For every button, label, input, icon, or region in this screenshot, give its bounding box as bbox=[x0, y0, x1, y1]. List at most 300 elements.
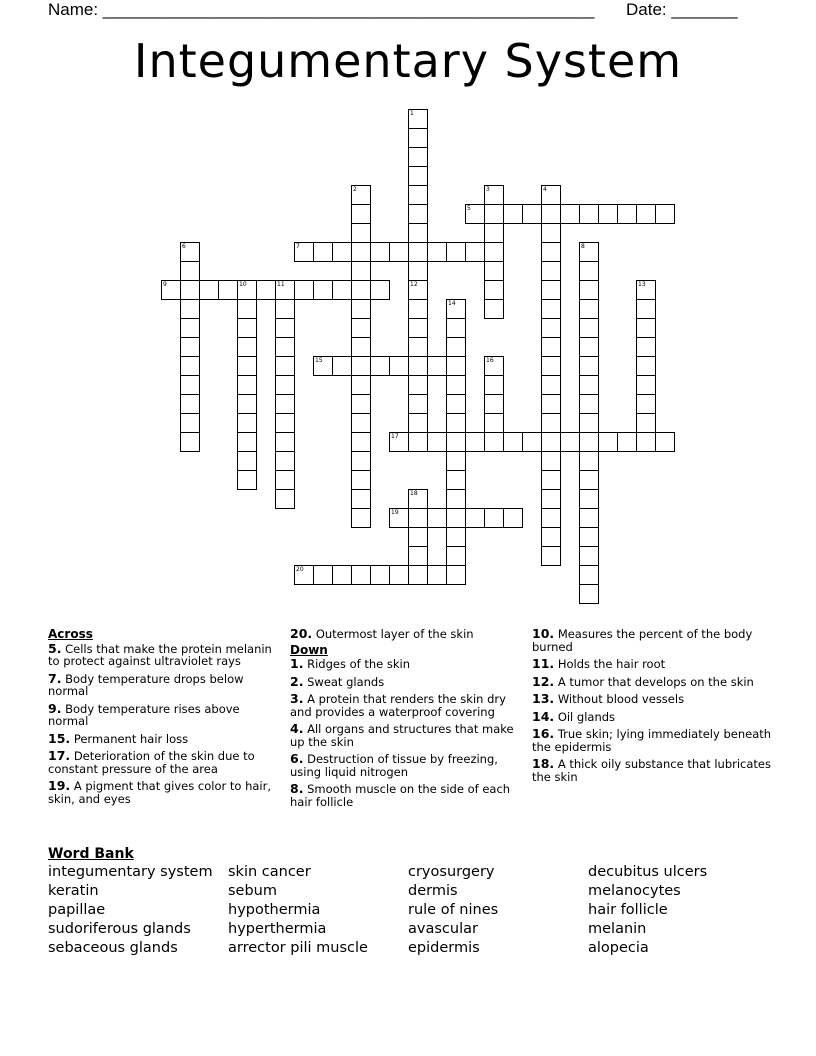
clue-dot: . bbox=[549, 656, 555, 671]
word-bank-item: arrector pili muscle bbox=[228, 940, 368, 956]
grid-cell[interactable] bbox=[408, 185, 428, 205]
grid-cell[interactable] bbox=[541, 451, 561, 471]
clue-dot: . bbox=[549, 726, 555, 741]
grid-cell[interactable] bbox=[275, 356, 295, 376]
grid-cell[interactable] bbox=[446, 242, 466, 262]
word-bank-item: hair follicle bbox=[588, 902, 668, 918]
grid-cell[interactable] bbox=[579, 546, 599, 566]
grid-cell[interactable] bbox=[465, 204, 485, 224]
grid-cell[interactable] bbox=[427, 242, 447, 262]
grid-cell[interactable] bbox=[503, 204, 523, 224]
grid-cell[interactable] bbox=[275, 394, 295, 414]
grid-cell[interactable] bbox=[579, 394, 599, 414]
grid-cell[interactable] bbox=[465, 242, 485, 262]
grid-cell[interactable] bbox=[180, 394, 200, 414]
grid-cell[interactable] bbox=[541, 489, 561, 509]
grid-cell[interactable] bbox=[579, 489, 599, 509]
word-bank-item: cryosurgery bbox=[408, 864, 495, 880]
clue-dot: . bbox=[56, 700, 62, 716]
grid-cell[interactable] bbox=[636, 318, 656, 338]
grid-cell[interactable] bbox=[408, 166, 428, 186]
clue-dot: . bbox=[307, 626, 313, 641]
grid-cell[interactable] bbox=[408, 109, 428, 129]
grid-cell[interactable] bbox=[598, 204, 618, 224]
grid-cell[interactable] bbox=[484, 356, 504, 376]
grid-cell[interactable] bbox=[275, 280, 295, 300]
grid-cell[interactable] bbox=[484, 280, 504, 300]
grid-cell[interactable] bbox=[579, 527, 599, 547]
grid-cell[interactable] bbox=[351, 413, 371, 433]
down-clue-list bbox=[290, 658, 528, 808]
grid-cell[interactable] bbox=[541, 185, 561, 205]
word-bank-item: alopecia bbox=[588, 940, 649, 956]
grid-cell[interactable] bbox=[370, 565, 390, 585]
grid-cell[interactable] bbox=[275, 337, 295, 357]
grid-cell[interactable] bbox=[351, 470, 371, 490]
grid-cell[interactable] bbox=[541, 223, 561, 243]
grid-cell[interactable] bbox=[351, 223, 371, 243]
grid-cell[interactable] bbox=[541, 394, 561, 414]
grid-cell[interactable] bbox=[446, 299, 466, 319]
clue-num: 5 bbox=[48, 640, 57, 656]
grid-cell[interactable] bbox=[484, 299, 504, 319]
grid-cell[interactable] bbox=[389, 242, 409, 262]
grid-cell[interactable] bbox=[351, 394, 371, 414]
clue-text: Deterioration of the skin due to constant pressure of the area bbox=[48, 749, 255, 776]
clue-dot: . bbox=[549, 756, 555, 771]
grid-cell[interactable] bbox=[446, 356, 466, 376]
clue-item bbox=[290, 673, 528, 689]
grid-cell[interactable] bbox=[636, 299, 656, 319]
grid-cell[interactable] bbox=[237, 451, 257, 471]
grid-cell[interactable] bbox=[579, 413, 599, 433]
grid-cell[interactable] bbox=[579, 565, 599, 585]
clue-item bbox=[532, 658, 772, 671]
word-bank-item: papillae bbox=[48, 902, 106, 918]
clue-item bbox=[48, 780, 280, 805]
clues-column-3 bbox=[532, 628, 772, 788]
grid-cell[interactable] bbox=[541, 546, 561, 566]
grid-cell[interactable] bbox=[636, 337, 656, 357]
grid-cell[interactable] bbox=[484, 413, 504, 433]
grid-cell[interactable] bbox=[636, 375, 656, 395]
grid-cell[interactable] bbox=[237, 318, 257, 338]
clue-dot: . bbox=[549, 673, 555, 689]
grid-cell[interactable] bbox=[484, 261, 504, 281]
grid-cell[interactable] bbox=[275, 489, 295, 509]
clue-text: A protein that renders the skin dry and provides a waterproof covering bbox=[290, 692, 506, 719]
clue-number: 16 bbox=[486, 357, 494, 364]
grid-cell[interactable] bbox=[237, 375, 257, 395]
grid-cell[interactable] bbox=[180, 356, 200, 376]
grid-cell[interactable] bbox=[446, 337, 466, 357]
clue-item bbox=[532, 673, 772, 689]
grid-cell[interactable] bbox=[484, 394, 504, 414]
word-bank-column bbox=[228, 863, 368, 958]
grid-cell[interactable] bbox=[389, 565, 409, 585]
grid-cell[interactable] bbox=[275, 318, 295, 338]
clue-num: 10 bbox=[532, 626, 550, 641]
clue-dot: . bbox=[65, 778, 71, 793]
grid-cell[interactable] bbox=[313, 280, 333, 300]
grid-cell[interactable] bbox=[351, 356, 371, 376]
grid-cell[interactable] bbox=[237, 337, 257, 357]
grid-cell[interactable] bbox=[351, 299, 371, 319]
grid-cell[interactable] bbox=[351, 318, 371, 338]
grid-cell[interactable] bbox=[598, 432, 618, 452]
grid-cell[interactable] bbox=[408, 299, 428, 319]
grid-cell[interactable] bbox=[389, 432, 409, 452]
grid-cell[interactable] bbox=[446, 432, 466, 452]
grid-cell[interactable] bbox=[427, 508, 447, 528]
grid-cell[interactable] bbox=[636, 280, 656, 300]
grid-cell[interactable] bbox=[408, 280, 428, 300]
across-clue-list bbox=[48, 640, 280, 806]
word-bank-item: epidermis bbox=[408, 940, 480, 956]
grid-cell[interactable] bbox=[541, 413, 561, 433]
clue-num: 8 bbox=[290, 781, 299, 796]
grid-cell[interactable] bbox=[313, 242, 333, 262]
grid-cell[interactable] bbox=[351, 337, 371, 357]
grid-cell[interactable] bbox=[237, 413, 257, 433]
grid-cell[interactable] bbox=[484, 223, 504, 243]
grid-cell[interactable] bbox=[408, 242, 428, 262]
grid-cell[interactable] bbox=[560, 204, 580, 224]
grid-cell[interactable] bbox=[579, 318, 599, 338]
grid-cell[interactable] bbox=[636, 394, 656, 414]
grid-cell[interactable] bbox=[503, 508, 523, 528]
word-bank-item: melanin bbox=[588, 921, 647, 937]
clue-item bbox=[48, 670, 280, 698]
clue-number: 9 bbox=[163, 281, 167, 288]
clues-column-2 bbox=[290, 628, 528, 813]
grid-cell[interactable] bbox=[579, 242, 599, 262]
grid-cell[interactable] bbox=[313, 565, 333, 585]
clue-num: 6 bbox=[290, 751, 299, 766]
clue-num: 15 bbox=[48, 730, 66, 746]
clue-item bbox=[532, 708, 772, 724]
grid-cell[interactable] bbox=[351, 375, 371, 395]
grid-cell[interactable] bbox=[237, 470, 257, 490]
clue-text: A pigment that gives color to hair, skin, and eyes bbox=[48, 779, 271, 806]
grid-cell[interactable] bbox=[484, 508, 504, 528]
grid-cell[interactable] bbox=[389, 356, 409, 376]
grid-cell[interactable] bbox=[351, 451, 371, 471]
grid-cell[interactable] bbox=[332, 280, 352, 300]
grid-cell[interactable] bbox=[541, 356, 561, 376]
clue-number: 5 bbox=[467, 205, 471, 212]
grid-cell[interactable] bbox=[446, 489, 466, 509]
grid-cell[interactable] bbox=[655, 204, 675, 224]
clue-item bbox=[290, 753, 528, 778]
grid-cell[interactable] bbox=[541, 375, 561, 395]
word-bank-item: dermis bbox=[408, 883, 458, 899]
clue-text: True skin; lying immediately beneath the epidermis bbox=[532, 727, 772, 754]
grid-cell[interactable] bbox=[541, 318, 561, 338]
grid-cell[interactable] bbox=[484, 432, 504, 452]
clue-number: 11 bbox=[277, 281, 285, 288]
clue-num: 3 bbox=[290, 691, 299, 706]
grid-cell[interactable] bbox=[465, 508, 485, 528]
grid-cell[interactable] bbox=[256, 280, 276, 300]
grid-cell[interactable] bbox=[237, 299, 257, 319]
grid-cell[interactable] bbox=[275, 451, 295, 471]
grid-cell[interactable] bbox=[446, 565, 466, 585]
grid-cell[interactable] bbox=[408, 375, 428, 395]
clue-number: 15 bbox=[315, 357, 323, 364]
clue-number: 19 bbox=[391, 509, 399, 516]
grid-cell[interactable] bbox=[180, 242, 200, 262]
word-bank-column bbox=[408, 863, 498, 958]
grid-cell[interactable] bbox=[180, 261, 200, 281]
grid-cell[interactable] bbox=[446, 527, 466, 547]
grid-cell[interactable] bbox=[560, 432, 580, 452]
grid-cell[interactable] bbox=[636, 413, 656, 433]
grid-cell[interactable] bbox=[370, 280, 390, 300]
grid-cell[interactable] bbox=[408, 489, 428, 509]
grid-cell[interactable] bbox=[237, 280, 257, 300]
grid-cell[interactable] bbox=[237, 432, 257, 452]
grid-cell[interactable] bbox=[275, 470, 295, 490]
clue-num: 16 bbox=[532, 726, 550, 741]
grid-cell[interactable] bbox=[541, 242, 561, 262]
word-bank-item: decubitus ulcers bbox=[588, 864, 708, 880]
grid-cell[interactable] bbox=[579, 280, 599, 300]
grid-cell[interactable] bbox=[446, 394, 466, 414]
grid-cell[interactable] bbox=[351, 242, 371, 262]
grid-cell[interactable] bbox=[579, 432, 599, 452]
clue-text: Body temperature drops below normal bbox=[48, 671, 244, 698]
grid-cell[interactable] bbox=[636, 432, 656, 452]
grid-cell[interactable] bbox=[351, 489, 371, 509]
grid-cell[interactable] bbox=[617, 204, 637, 224]
grid-cell[interactable] bbox=[655, 432, 675, 452]
grid-cell[interactable] bbox=[408, 546, 428, 566]
grid-cell[interactable] bbox=[332, 242, 352, 262]
grid-cell[interactable] bbox=[541, 280, 561, 300]
grid-cell[interactable] bbox=[351, 565, 371, 585]
word-bank-item: sebaceous glands bbox=[48, 940, 178, 956]
clue-number: 12 bbox=[410, 281, 418, 288]
down-clue-list-continued bbox=[532, 628, 772, 783]
grid-cell[interactable] bbox=[408, 394, 428, 414]
grid-cell[interactable] bbox=[180, 375, 200, 395]
clue-dot: . bbox=[298, 781, 304, 796]
clue-number: 18 bbox=[410, 490, 418, 497]
clue-item bbox=[532, 693, 772, 706]
grid-cell[interactable] bbox=[408, 223, 428, 243]
grid-cell[interactable] bbox=[294, 242, 314, 262]
clue-dot: . bbox=[298, 691, 304, 706]
grid-cell[interactable] bbox=[275, 299, 295, 319]
date-field[interactable]: Date: _______ bbox=[626, 0, 738, 19]
grid-cell[interactable] bbox=[579, 337, 599, 357]
grid-cell[interactable] bbox=[636, 204, 656, 224]
grid-cell[interactable] bbox=[465, 432, 485, 452]
grid-cell[interactable] bbox=[275, 413, 295, 433]
word-bank-item: hypothermia bbox=[228, 902, 321, 918]
across-heading: Across bbox=[48, 627, 93, 641]
grid-cell[interactable] bbox=[389, 508, 409, 528]
grid-cell[interactable] bbox=[180, 337, 200, 357]
clue-item bbox=[48, 700, 280, 728]
grid-cell[interactable] bbox=[408, 261, 428, 281]
grid-cell[interactable] bbox=[541, 299, 561, 319]
grid-cell[interactable] bbox=[446, 508, 466, 528]
grid-cell[interactable] bbox=[541, 470, 561, 490]
grid-cell[interactable] bbox=[617, 432, 637, 452]
grid-cell[interactable] bbox=[408, 318, 428, 338]
clue-item bbox=[290, 783, 528, 808]
grid-cell[interactable] bbox=[180, 432, 200, 452]
grid-cell[interactable] bbox=[180, 299, 200, 319]
grid-cell[interactable] bbox=[541, 527, 561, 547]
grid-cell[interactable] bbox=[408, 527, 428, 547]
grid-cell[interactable] bbox=[294, 565, 314, 585]
clue-item bbox=[532, 758, 772, 783]
clue-number: 4 bbox=[543, 186, 547, 193]
grid-cell[interactable] bbox=[427, 565, 447, 585]
word-bank-column bbox=[48, 863, 213, 958]
grid-cell[interactable] bbox=[446, 546, 466, 566]
grid-cell[interactable] bbox=[446, 451, 466, 471]
grid-cell[interactable] bbox=[351, 204, 371, 224]
clue-num: 14 bbox=[532, 708, 550, 724]
word-bank-column bbox=[588, 863, 707, 958]
grid-cell[interactable] bbox=[541, 261, 561, 281]
clue-item bbox=[48, 730, 280, 746]
grid-cell[interactable] bbox=[503, 432, 523, 452]
grid-cell[interactable] bbox=[351, 508, 371, 528]
clue-text: Ridges of the skin bbox=[307, 657, 411, 671]
clue-dot: . bbox=[549, 626, 555, 641]
clue-text: Oil glands bbox=[557, 709, 616, 724]
across-clue-list-continued bbox=[290, 628, 528, 641]
word-bank-item: keratin bbox=[48, 883, 99, 899]
grid-cell[interactable] bbox=[332, 356, 352, 376]
grid-cell[interactable] bbox=[180, 280, 200, 300]
grid-cell[interactable] bbox=[351, 280, 371, 300]
grid-cell[interactable] bbox=[351, 432, 371, 452]
grid-cell[interactable] bbox=[484, 185, 504, 205]
grid-cell[interactable] bbox=[579, 261, 599, 281]
grid-cell[interactable] bbox=[579, 356, 599, 376]
grid-cell[interactable] bbox=[294, 280, 314, 300]
grid-cell[interactable] bbox=[351, 261, 371, 281]
grid-cell[interactable] bbox=[313, 356, 333, 376]
grid-cell[interactable] bbox=[218, 280, 238, 300]
clue-number: 10 bbox=[239, 281, 247, 288]
grid-cell[interactable] bbox=[199, 280, 219, 300]
grid-cell[interactable] bbox=[541, 204, 561, 224]
grid-cell[interactable] bbox=[161, 280, 181, 300]
grid-cell[interactable] bbox=[180, 413, 200, 433]
grid-cell[interactable] bbox=[408, 337, 428, 357]
clue-dot: . bbox=[65, 730, 71, 746]
grid-cell[interactable] bbox=[237, 394, 257, 414]
grid-cell[interactable] bbox=[408, 565, 428, 585]
grid-cell[interactable] bbox=[408, 432, 428, 452]
grid-cell[interactable] bbox=[579, 470, 599, 490]
grid-cell[interactable] bbox=[579, 204, 599, 224]
grid-cell[interactable] bbox=[541, 432, 561, 452]
clue-number: 13 bbox=[638, 281, 646, 288]
grid-cell[interactable] bbox=[446, 470, 466, 490]
grid-cell[interactable] bbox=[579, 299, 599, 319]
grid-cell[interactable] bbox=[484, 242, 504, 262]
grid-cell[interactable] bbox=[522, 204, 542, 224]
page-title: Integumentary System bbox=[133, 34, 683, 88]
grid-cell[interactable] bbox=[370, 356, 390, 376]
grid-cell[interactable] bbox=[541, 508, 561, 528]
grid-cell[interactable] bbox=[484, 375, 504, 395]
grid-cell[interactable] bbox=[427, 356, 447, 376]
clue-dot: . bbox=[298, 751, 304, 766]
grid-cell[interactable] bbox=[237, 356, 257, 376]
clue-num: 11 bbox=[532, 656, 550, 671]
grid-cell[interactable] bbox=[408, 356, 428, 376]
grid-cell[interactable] bbox=[180, 318, 200, 338]
grid-cell[interactable] bbox=[484, 204, 504, 224]
grid-cell[interactable] bbox=[541, 337, 561, 357]
clue-dot: . bbox=[549, 691, 555, 706]
grid-cell[interactable] bbox=[275, 375, 295, 395]
clue-dot: . bbox=[298, 721, 304, 736]
grid-cell[interactable] bbox=[446, 318, 466, 338]
grid-cell[interactable] bbox=[275, 432, 295, 452]
clue-dot: . bbox=[56, 670, 62, 686]
grid-cell[interactable] bbox=[636, 356, 656, 376]
clue-dot: . bbox=[298, 656, 304, 671]
grid-cell[interactable] bbox=[579, 375, 599, 395]
grid-cell[interactable] bbox=[579, 508, 599, 528]
clue-text: Destruction of tissue by freezing, using liquid nitrogen bbox=[290, 752, 498, 779]
word-bank-item: skin cancer bbox=[228, 864, 311, 880]
clue-dot: . bbox=[549, 708, 555, 724]
clue-num: 1 bbox=[290, 656, 299, 671]
grid-cell[interactable] bbox=[579, 584, 599, 604]
clue-num: 12 bbox=[532, 673, 550, 689]
name-field[interactable]: Name: ____________________________________________________ bbox=[48, 0, 595, 19]
grid-cell[interactable] bbox=[408, 204, 428, 224]
word-bank-item: hyperthermia bbox=[228, 921, 327, 937]
grid-cell[interactable] bbox=[579, 451, 599, 471]
grid-cell[interactable] bbox=[427, 432, 447, 452]
clue-item bbox=[532, 728, 772, 753]
clue-dot: . bbox=[298, 673, 304, 689]
grid-cell[interactable] bbox=[408, 508, 428, 528]
grid-cell[interactable] bbox=[408, 128, 428, 148]
grid-cell[interactable] bbox=[446, 413, 466, 433]
clue-item bbox=[290, 658, 528, 671]
clue-number: 2 bbox=[353, 186, 357, 193]
clue-number: 3 bbox=[486, 186, 490, 193]
grid-cell[interactable] bbox=[522, 432, 542, 452]
grid-cell[interactable] bbox=[446, 375, 466, 395]
grid-cell[interactable] bbox=[332, 565, 352, 585]
word-bank-item: melanocytes bbox=[588, 883, 681, 899]
clue-num: 17 bbox=[48, 748, 66, 763]
clue-dot: . bbox=[56, 640, 62, 656]
clue-num: 7 bbox=[48, 670, 57, 686]
grid-cell[interactable] bbox=[351, 185, 371, 205]
word-bank-item: integumentary system bbox=[48, 864, 213, 880]
grid-cell[interactable] bbox=[370, 242, 390, 262]
grid-cell[interactable] bbox=[408, 147, 428, 167]
grid-cell[interactable] bbox=[408, 413, 428, 433]
clue-item bbox=[290, 693, 528, 718]
clue-item bbox=[290, 723, 528, 748]
